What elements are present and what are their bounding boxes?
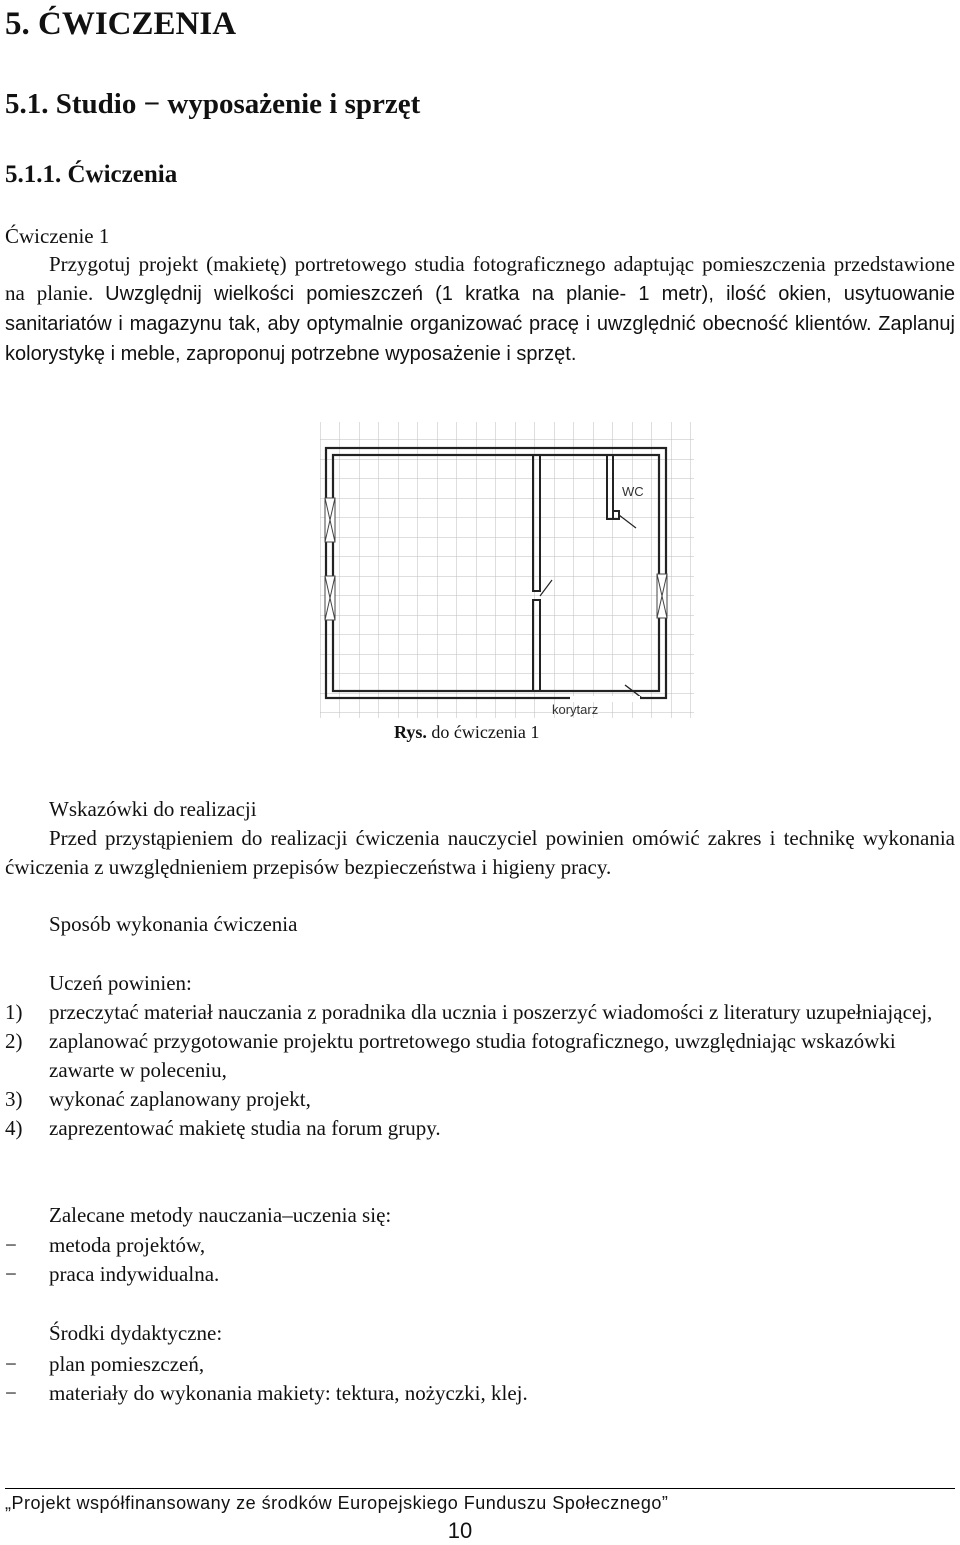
resources-list xyxy=(5,1350,955,1408)
caption-rest: do ćwiczenia 1 xyxy=(426,722,540,742)
list-item: 1) przeczytać materiał nauczania z poradnika dla ucznia i poszerzyć wiadomości z literatury uzupełniającej, xyxy=(5,1000,933,1024)
list-item: − plan pomieszczeń, xyxy=(5,1352,205,1376)
page-number: 10 xyxy=(447,1518,473,1543)
list-item: 4) zaprezentować makietę studia na forum grupy. xyxy=(5,1116,441,1140)
corridor-label: korytarz xyxy=(552,702,599,717)
section-title: 5.1. Studio − wyposażenie i sprzęt xyxy=(5,88,421,120)
figure-caption xyxy=(394,719,539,745)
footer-text: „Projekt współfinansowany ze środków Europejskiego Funduszu Społecznego” xyxy=(5,1493,669,1513)
method-title: Sposób wykonania ćwiczenia xyxy=(49,912,298,936)
exercise-text-sans: Uwzględnij wielkości pomieszczeń (1 kratka na planie- 1 metr), ilość okien, usytuowanie sanitariatów i magazynu tak, aby optymalnie organizować pracę i uwzględnić obecność klientów. Zaplanuj kolorystykę i meble, zaproponuj potrzebne wyposażenie i sprzęt. xyxy=(5,283,955,365)
list-item: − metoda projektów, xyxy=(5,1233,206,1257)
subsection-title: 5.1.1. Ćwiczenia xyxy=(5,161,178,188)
exercise-text-serif: Przygotuj projekt (makietę) portretowego studia fotograficznego adaptując pomieszczenia przedstawione na planie. xyxy=(5,252,955,305)
window-right xyxy=(657,574,667,618)
grid-background xyxy=(320,422,694,718)
teaching-methods-list xyxy=(5,1231,955,1289)
resources-title: Środki dydaktyczne: xyxy=(49,1321,223,1345)
floor-plan-drawing xyxy=(320,420,694,720)
chapter-title: 5. ĆWICZENIA xyxy=(5,6,237,42)
floor-plan-figure xyxy=(320,420,694,720)
caption-bold: Rys. xyxy=(394,722,427,742)
list-item: 3) wykonać zaplanowany projekt, xyxy=(5,1087,311,1111)
method-steps xyxy=(5,998,955,1143)
teaching-methods-title: Zalecane metody nauczania–uczenia się: xyxy=(49,1203,392,1227)
wc-label: WC xyxy=(622,484,644,499)
footer-divider xyxy=(5,1488,955,1489)
list-item: − materiały do wykonania makiety: tektura, nożyczki, klej. xyxy=(5,1381,528,1405)
exercise-title: Ćwiczenie 1 xyxy=(5,224,110,248)
list-item: − praca indywidualna. xyxy=(5,1262,220,1286)
hints-text: Przed przystąpieniem do realizacji ćwiczenia nauczyciel powinien omówić zakres i technikę wykonania ćwiczenia z uwzględnieniem przepisów bezpieczeństwa i higieny pracy. xyxy=(5,826,955,879)
list-item: 2) zaplanować przygotowanie projektu portretowego studia fotograficznego, uwzględniając wskazówki zawarte w poleceniu, xyxy=(5,1029,896,1082)
exercise-text xyxy=(5,250,955,369)
hints-title: Wskazówki do realizacji xyxy=(49,797,257,821)
method-intro: Uczeń powinien: xyxy=(49,971,192,995)
